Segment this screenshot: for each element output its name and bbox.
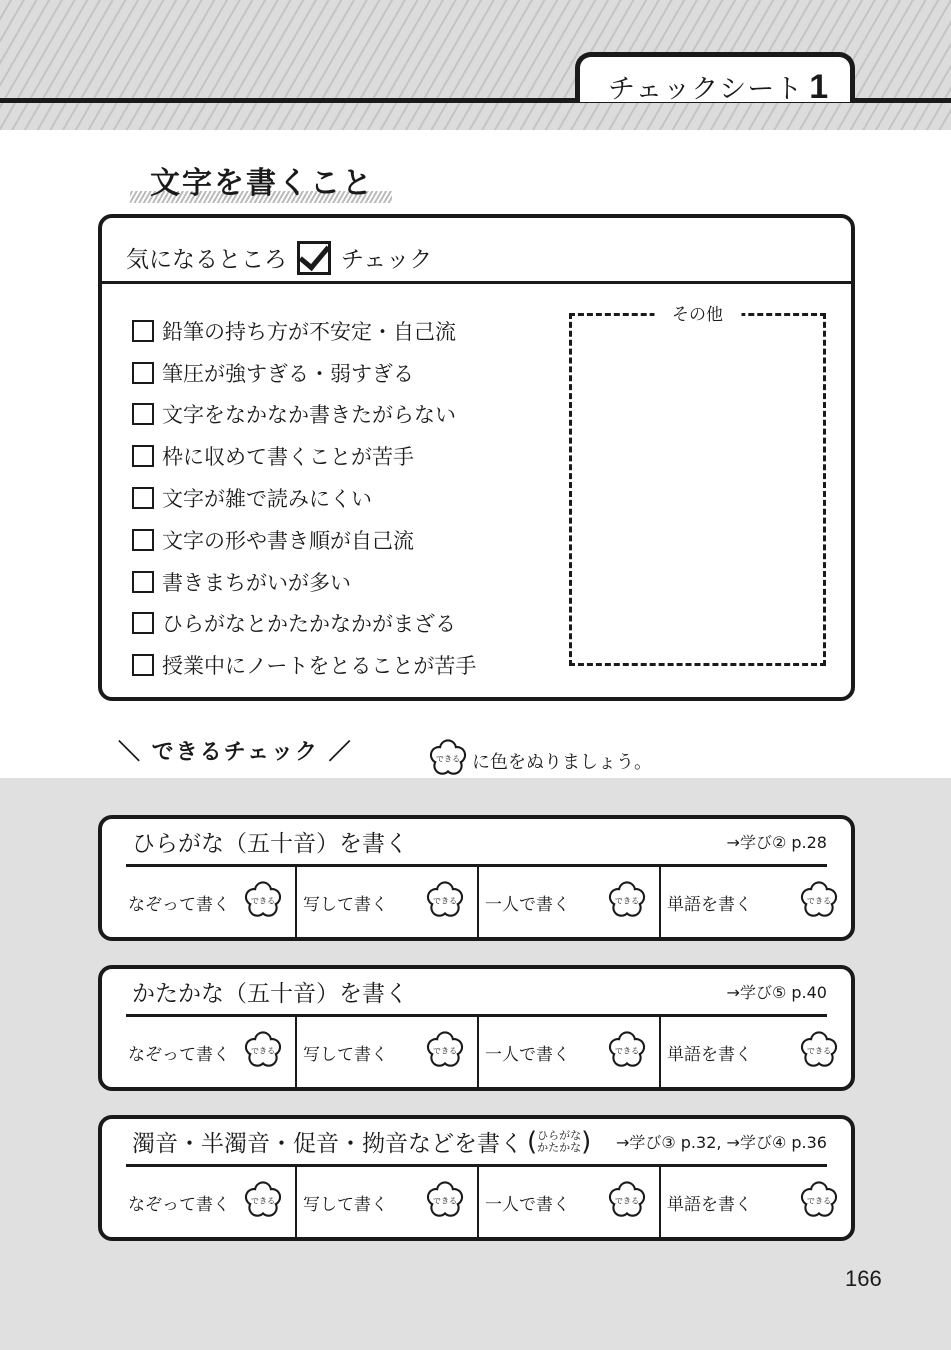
other-notes-area[interactable]	[569, 305, 826, 666]
skill-label: 一人で書く	[485, 1194, 570, 1215]
skill-cell[interactable]	[297, 1167, 479, 1237]
can-check-hint	[428, 738, 652, 783]
skill-section-title: ひらがな（五十音）を書く	[132, 831, 408, 857]
concern-item[interactable]	[132, 603, 476, 645]
concerns-box	[98, 214, 855, 701]
svg-text:できる: できる	[806, 1044, 832, 1055]
checkbox[interactable]	[132, 612, 154, 634]
sheet-tab	[575, 52, 855, 106]
concern-item[interactable]	[132, 352, 476, 394]
skill-label: 単語を書く	[667, 894, 752, 915]
skill-label: 単語を書く	[667, 1194, 752, 1215]
skill-label: 単語を書く	[667, 1044, 752, 1065]
flower-icon[interactable]	[607, 880, 647, 925]
skill-label: 写して書く	[303, 894, 388, 915]
concern-item[interactable]	[132, 519, 476, 561]
concern-label: 筆圧が強すぎる・弱すぎる	[162, 361, 414, 386]
concerns-header-text: 気になるところ	[126, 247, 287, 273]
flower-icon[interactable]	[243, 1180, 283, 1225]
svg-text:できる: できる	[432, 1044, 458, 1055]
concern-item[interactable]	[132, 394, 476, 436]
concern-label: 授業中にノートをとることが苦手	[162, 654, 477, 679]
checkbox[interactable]	[132, 571, 154, 593]
skill-label: 写して書く	[303, 1194, 388, 1215]
tab-label: チェックシート	[608, 74, 804, 105]
can-check-title: ＼ できるチェック ／	[118, 740, 353, 765]
svg-text:できる: できる	[435, 753, 461, 764]
flower-icon[interactable]	[243, 880, 283, 925]
reference-link: →学び⑤ p.40	[726, 983, 827, 1002]
skill-cell[interactable]	[479, 867, 661, 937]
skill-section-title: 濁音・半濁音・促音・拗音などを書く	[132, 1131, 523, 1157]
skill-label: 一人で書く	[485, 894, 570, 915]
other-label: その他	[654, 300, 741, 325]
skill-cell[interactable]	[661, 1167, 851, 1237]
flower-icon[interactable]	[799, 1180, 839, 1225]
skill-section	[98, 1115, 855, 1241]
skill-cell[interactable]	[122, 867, 297, 937]
svg-text:できる: できる	[250, 1194, 276, 1205]
checkbox[interactable]	[132, 403, 154, 425]
concern-label: 文字をなかなか書きたがらない	[162, 403, 456, 428]
concern-item[interactable]	[132, 561, 476, 603]
skill-section	[98, 965, 855, 1091]
skill-section-title: かたかな（五十音）を書く	[132, 981, 408, 1007]
concern-item[interactable]	[132, 477, 476, 519]
svg-text:できる: できる	[250, 894, 276, 905]
svg-text:できる: できる	[432, 1194, 458, 1205]
skill-label: なぞって書く	[128, 894, 230, 915]
svg-text:できる: できる	[806, 894, 832, 905]
skill-label: 写して書く	[303, 1044, 388, 1065]
concerns-list	[132, 310, 476, 686]
checkmark-icon	[297, 241, 331, 275]
concern-item[interactable]	[132, 310, 476, 352]
skill-cell[interactable]	[297, 867, 479, 937]
note-bottom: かたかな	[537, 1140, 582, 1154]
concern-label: ひらがなとかたかなかがまざる	[162, 612, 456, 637]
skill-label: なぞって書く	[128, 1044, 230, 1065]
reference-link: →学び③ p.32, →学び④ p.36	[615, 1133, 827, 1152]
svg-text:できる: できる	[250, 1044, 276, 1055]
flower-icon[interactable]	[425, 1180, 465, 1225]
svg-text:できる: できる	[614, 1194, 640, 1205]
checkbox[interactable]	[132, 445, 154, 467]
section-title: 文字を書くこと	[150, 166, 374, 201]
concern-label: 文字が雑で読みにくい	[162, 487, 372, 512]
concern-item[interactable]	[132, 644, 476, 686]
concern-label: 鉛筆の持ち方が不安定・自己流	[162, 319, 456, 344]
concern-label: 文字の形や書き順が自己流	[162, 528, 414, 553]
concerns-header	[102, 218, 851, 284]
skill-label: 一人で書く	[485, 1044, 570, 1065]
checkbox[interactable]	[132, 320, 154, 342]
svg-text:できる: できる	[432, 894, 458, 905]
flower-icon[interactable]	[607, 1180, 647, 1225]
concern-label: 書きまちがいが多い	[162, 570, 351, 595]
skill-label: なぞって書く	[128, 1194, 230, 1215]
concerns-header-check: チェック	[341, 247, 433, 273]
skill-cell[interactable]	[479, 1167, 661, 1237]
flower-icon	[428, 738, 468, 783]
checkbox[interactable]	[132, 654, 154, 676]
script-note: ( ひらがな かたかな )	[527, 1126, 592, 1157]
flower-icon[interactable]	[243, 1030, 283, 1075]
skill-section	[98, 815, 855, 941]
flower-icon[interactable]	[607, 1030, 647, 1075]
checkbox[interactable]	[132, 362, 154, 384]
skill-cell[interactable]	[122, 1017, 297, 1087]
skill-cell[interactable]	[661, 1017, 851, 1087]
svg-text:できる: できる	[806, 1194, 832, 1205]
skill-cell[interactable]	[122, 1167, 297, 1237]
skill-cell[interactable]	[297, 1017, 479, 1087]
concern-label: 枠に収めて書くことが苦手	[162, 445, 414, 470]
flower-icon[interactable]	[799, 1030, 839, 1075]
skill-cell[interactable]	[661, 867, 851, 937]
concern-item[interactable]	[132, 435, 476, 477]
note-top: ひらがな	[537, 1128, 582, 1142]
checkbox[interactable]	[132, 487, 154, 509]
checkbox[interactable]	[132, 529, 154, 551]
skill-cell[interactable]	[479, 1017, 661, 1087]
tab-number: 1	[809, 68, 830, 106]
reference-link: →学び② p.28	[726, 833, 827, 852]
flower-icon[interactable]	[425, 880, 465, 925]
flower-icon[interactable]	[425, 1030, 465, 1075]
page-number: 166	[845, 1266, 882, 1291]
hint-text: に色をぬりましょう。	[472, 751, 652, 773]
flower-icon[interactable]	[799, 880, 839, 925]
svg-text:できる: できる	[614, 894, 640, 905]
svg-text:できる: できる	[614, 1044, 640, 1055]
